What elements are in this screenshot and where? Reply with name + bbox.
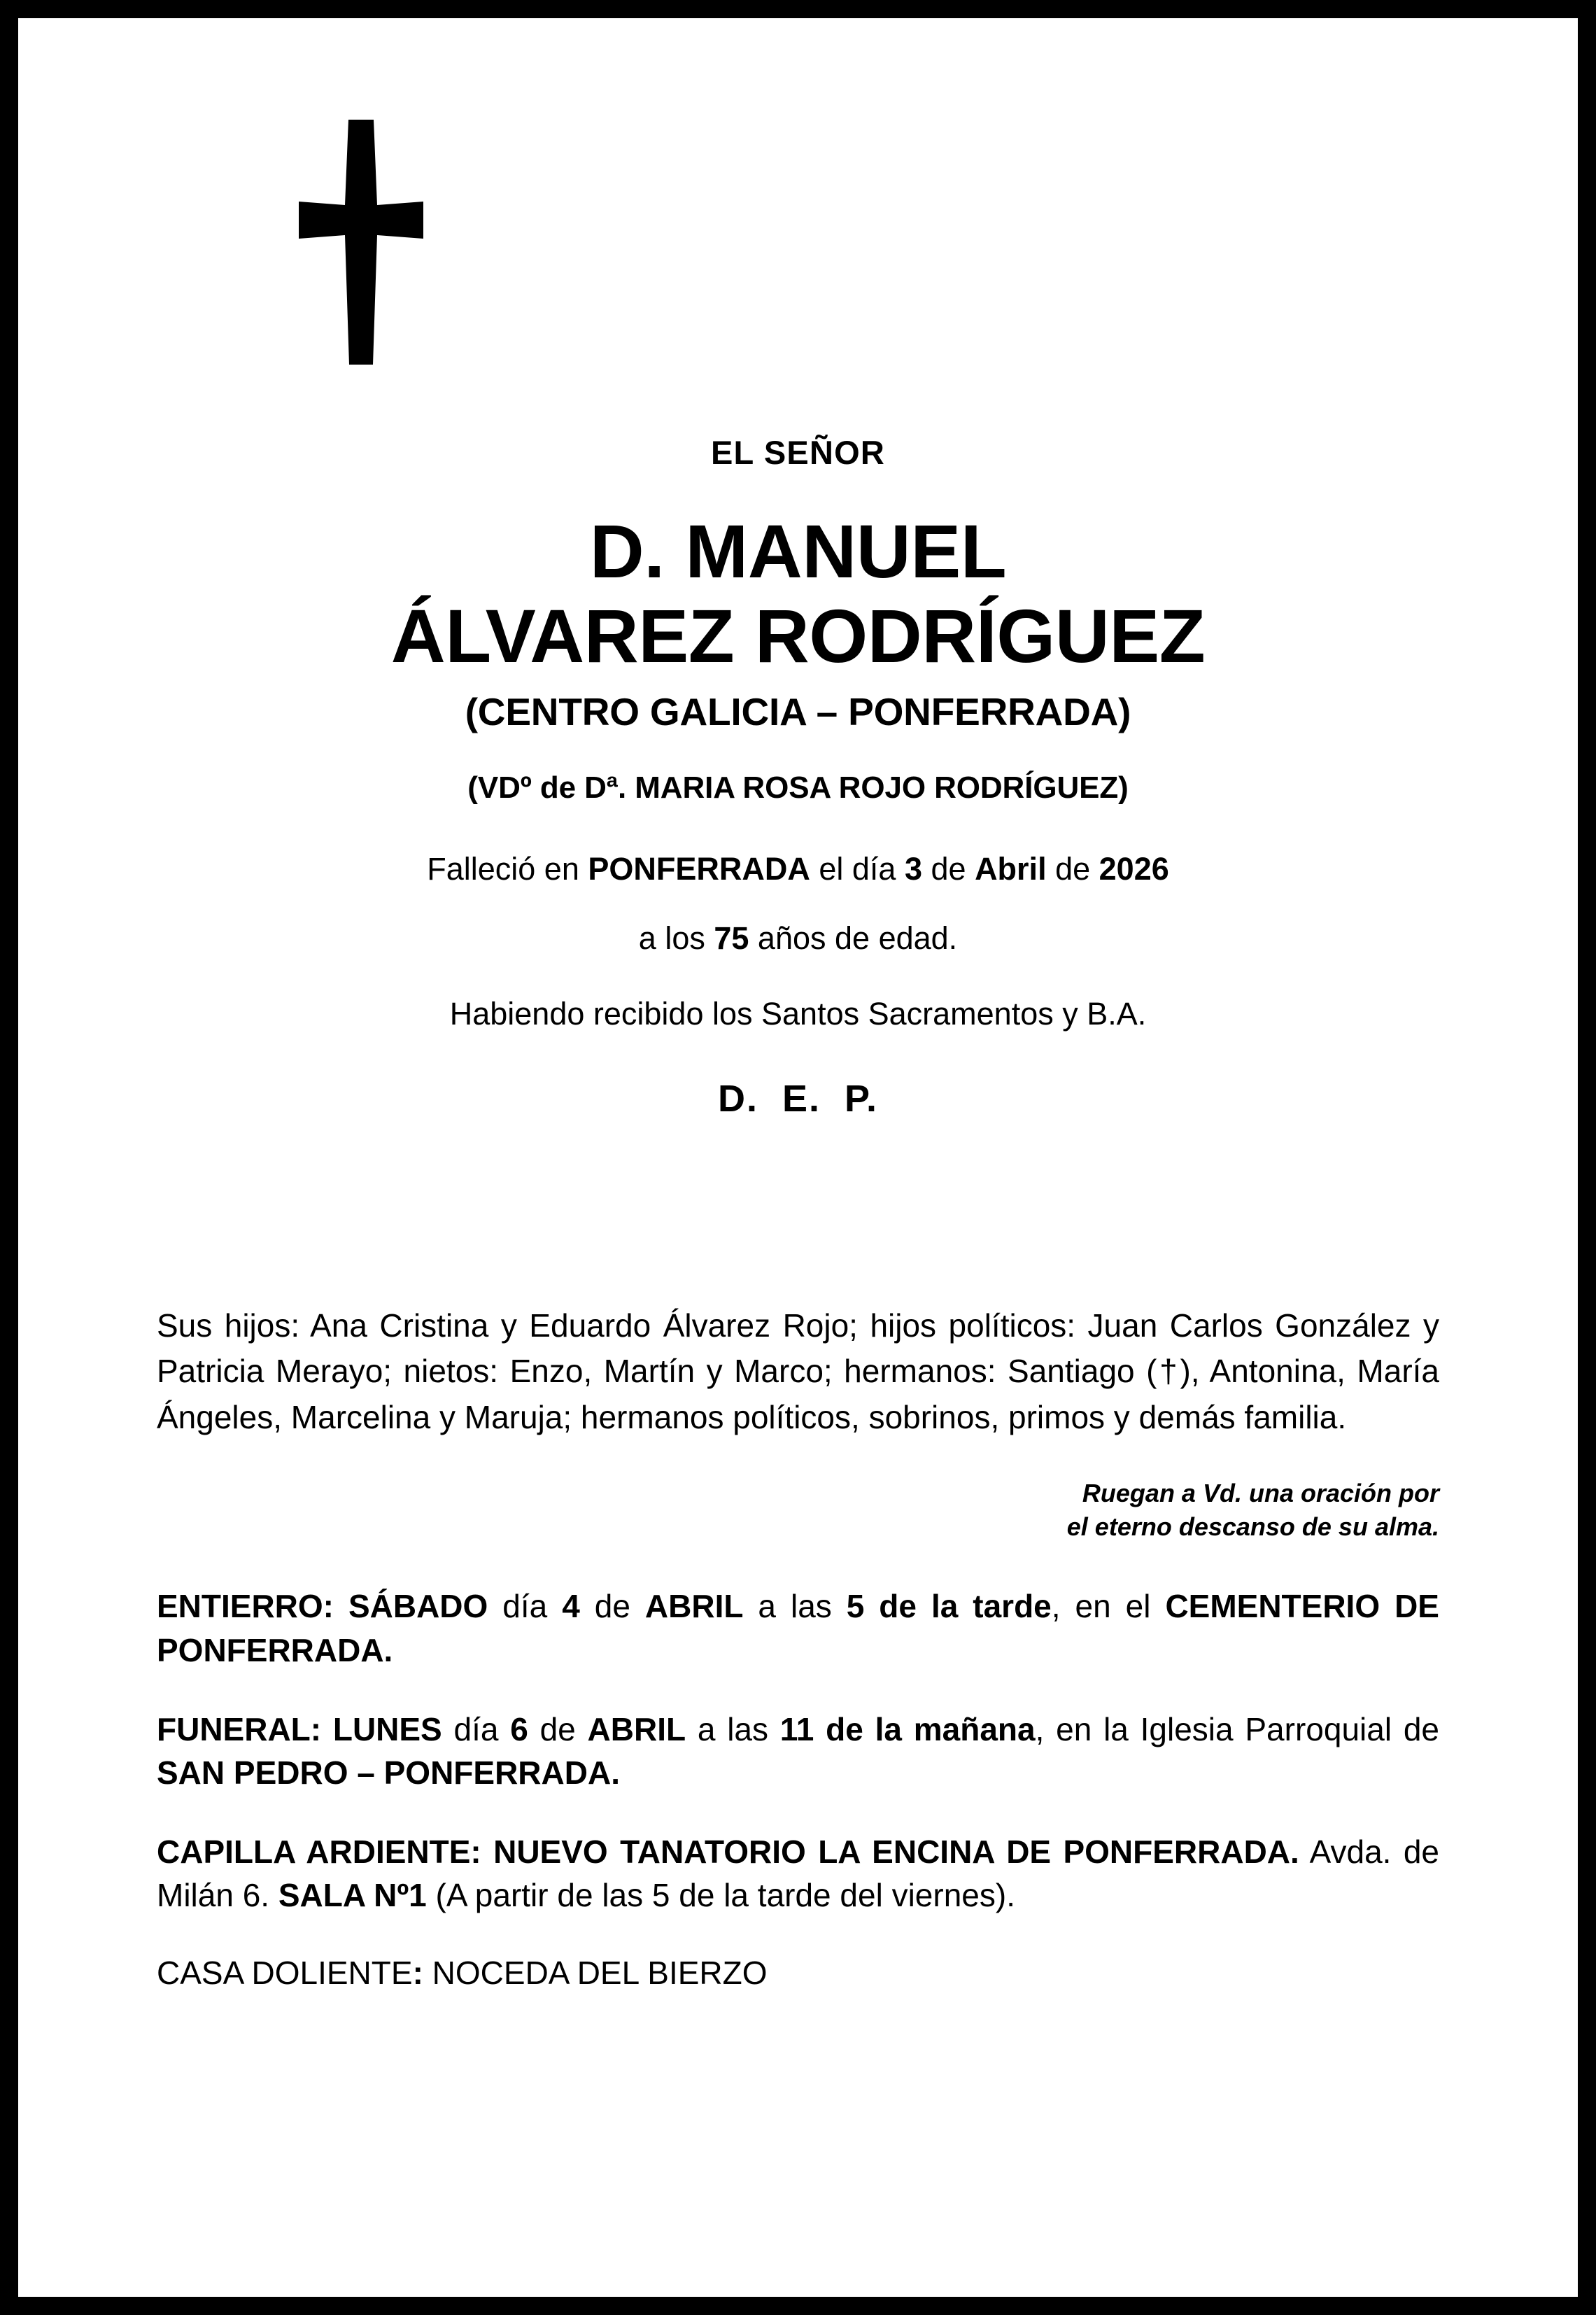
dep-p: P. [844,1078,879,1120]
dep-e: E. [782,1078,821,1120]
funeral-month: ABRIL [587,1710,686,1747]
deceased-name-line-2: ÁLVAREZ RODRÍGUEZ [390,593,1206,678]
notice-header [18,435,1578,1120]
death-place: PONFERRADA [588,851,810,887]
mourning-home-label: CASA DOLIENTE [157,1954,413,1991]
burial-details [157,1584,1439,1672]
dep-d: D. [717,1078,758,1120]
burial-day: 4 [562,1588,580,1625]
prayer-line-1: Ruegan a Vd. una oración por [1082,1478,1439,1507]
mourning-home-details [157,1951,1439,1995]
mourning-home-colon: : [412,1954,432,1991]
age-line [18,919,1578,958]
funeral-place: SAN PEDRO – PONFERRADA. [157,1754,620,1792]
chapel-room: SALA Nº1 [278,1877,427,1914]
chapel-address-text: Avda. de Milán 6. [157,1833,1439,1914]
mourning-home-place: NOCEDA DEL BIERZO [432,1954,768,1991]
age-prefix: a los [638,920,714,956]
death-line [18,850,1578,889]
funeral-details [157,1708,1439,1795]
age-suffix: años de edad. [749,920,958,956]
prayer-line-2: el eterno descanso de su alma. [1066,1512,1439,1542]
chapel-label: CAPILLA ARDIENTE [157,1833,471,1870]
prayer-request [157,1477,1439,1544]
spouse-line: (VDº de Dª. MARIA ROSA ROJO RODRÍGUEZ) [467,770,1129,805]
funeral-tail: , en la Iglesia Parroquial de [1035,1710,1439,1747]
deceased-name [18,509,1578,679]
funeral-time: 11 de la mañana [779,1710,1036,1747]
burial-weekday: SÁBADO [334,1588,488,1625]
burial-tail: , en el [1051,1588,1166,1625]
funeral-day-word: día [442,1710,511,1747]
burial-time: 5 de la tarde [846,1588,1052,1625]
death-year: 2026 [1099,851,1169,887]
funeral-time-prefix: a las [686,1710,780,1747]
sacraments-line: Habiendo recibido los Santos Sacramentos y B.A. [449,995,1147,1032]
chapel-note: (A partir de las 5 de la tarde del viernes). [426,1877,1015,1914]
notice-sheet [18,18,1578,2297]
burial-time-prefix: a las [743,1588,847,1625]
funeral-day: 6 [510,1710,528,1747]
chapel-place: NUEVO TANATORIO LA ENCINA DE PONFERRADA. [493,1833,1299,1870]
funeral-of: de [528,1710,588,1747]
cross-icon [267,120,456,365]
burial-of: de [579,1588,645,1625]
death-mid: el día [810,851,905,887]
age-value: 75 [714,920,749,956]
burial-place: CEMENTERIO DE PONFERRADA. [157,1588,1439,1668]
burial-month: ABRIL [644,1588,744,1625]
death-of: de [922,851,975,887]
family-paragraph: Sus hijos: Ana Cristina y Eduardo Álvarez Rojo; hijos políticos: Juan Carlos González y Patricia Merayo; nietos: Enzo, Martín y Marco; hermanos: Santiago (†), Antonina, María Ángeles, Marcelina y Maruja; hermanos políticos, sobrinos, primos y demás familia. [157,1307,1439,1435]
burial-day-word: día [488,1588,563,1625]
death-day: 3 [904,851,922,887]
death-month: Abril [975,851,1047,887]
funeral-label: FUNERAL: LUNES [157,1710,442,1747]
chapel-colon: : [470,1833,494,1870]
death-year-sep: de [1046,851,1099,887]
death-prefix: Falleció en [427,851,588,887]
burial-label: ENTIERRO: [157,1588,334,1625]
deceased-name-line-1: D. MANUEL [589,508,1007,593]
affiliation-line: (CENTRO GALICIA – PONFERRADA) [465,689,1131,733]
chapel-details [157,1830,1439,1918]
notice-body [157,1303,1439,1994]
rest-in-peace-line [18,1077,1578,1120]
chapel-address [1299,1834,1310,1870]
honorific-label: EL SEÑOR [710,434,885,471]
